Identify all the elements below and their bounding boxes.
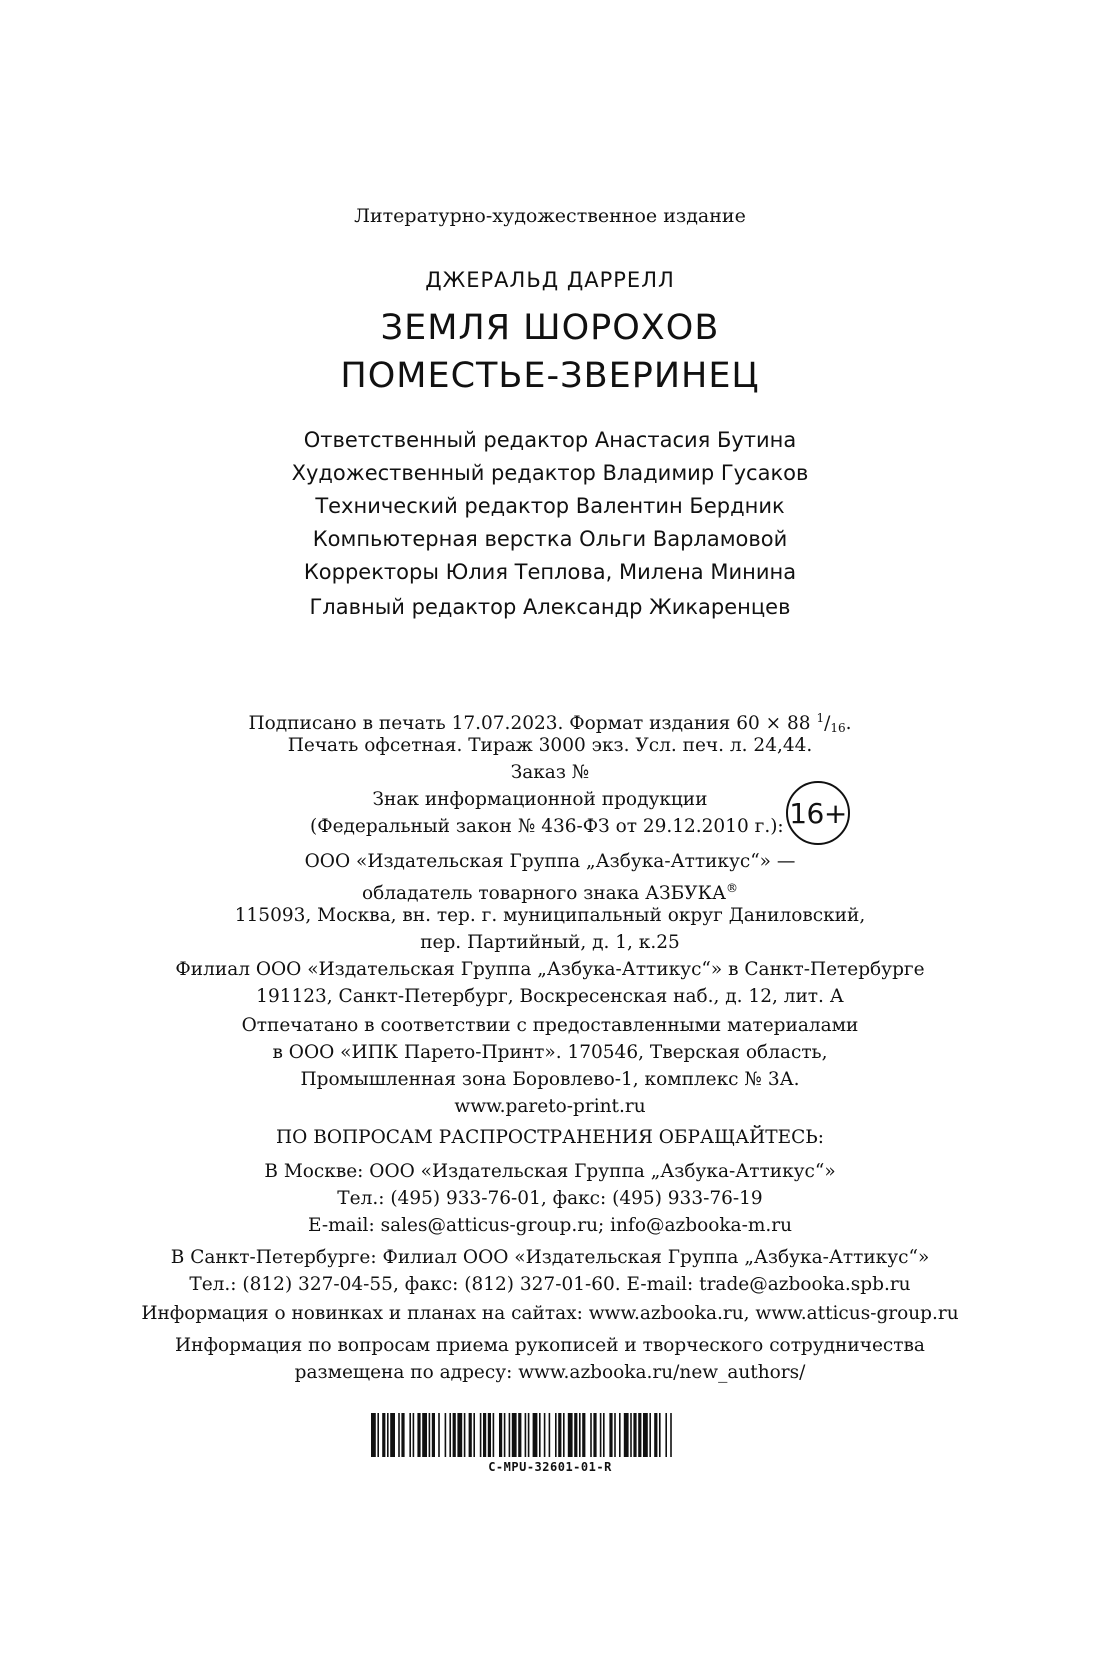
barcode-bar bbox=[614, 1413, 616, 1457]
info-sign-line-2: (Федеральный закон № 436-ФЗ от 29.12.2010 г.): bbox=[310, 816, 784, 837]
barcode-bar bbox=[493, 1413, 495, 1457]
barcode-bar bbox=[518, 1413, 521, 1457]
barcode-bar bbox=[603, 1413, 605, 1457]
barcode-bar bbox=[638, 1413, 641, 1457]
barcode-bar bbox=[579, 1413, 581, 1457]
barcode-bar bbox=[549, 1413, 551, 1457]
barcode-bar bbox=[504, 1413, 506, 1457]
info-sign-line-1: Знак информационной продукции bbox=[372, 789, 708, 810]
book-title-line-2: ПОМЕСТЬЕ-ЗВЕРИНЕЦ bbox=[340, 356, 760, 396]
age-rating-badge: 16+ bbox=[786, 781, 850, 845]
barcode-bar bbox=[499, 1413, 502, 1457]
distribution-heading: ПО ВОПРОСАМ РАСПРОСТРАНЕНИЯ ОБРАЩАЙТЕСЬ: bbox=[276, 1127, 824, 1148]
barcode-bar bbox=[574, 1413, 577, 1457]
barcode-bar bbox=[533, 1413, 538, 1457]
barcode-bar bbox=[525, 1413, 527, 1457]
credit-line: Корректоры Юлия Теплова, Милена Минина bbox=[303, 560, 797, 584]
barcode-bar bbox=[630, 1413, 632, 1457]
barcode-bar bbox=[670, 1413, 672, 1457]
branch-info: Филиал ООО «Издательская Группа „Азбука-Аттикус“» в Санкт-Петербурге 191123, Санкт-Петербург, Воскресенская наб., д. 12, лит. А bbox=[175, 959, 925, 1007]
barcode-bar bbox=[453, 1413, 456, 1457]
credit-line: Главный редактор Александр Жикаренцев bbox=[309, 595, 791, 619]
book-title-line-1: ЗЕМЛЯ ШОРОХОВ bbox=[380, 308, 720, 348]
barcode-bar bbox=[377, 1413, 379, 1457]
barcode-bar bbox=[619, 1413, 621, 1457]
barcode-bar bbox=[555, 1413, 557, 1457]
barcode-bar bbox=[401, 1413, 404, 1457]
barcode-bar bbox=[544, 1413, 546, 1457]
news-info: Информация о новинках и планах на сайтах: www.azbooka.ru, www.atticus-group.ru bbox=[141, 1303, 959, 1324]
barcode-bar bbox=[469, 1413, 472, 1457]
barcode-bar bbox=[445, 1413, 447, 1457]
spb-contacts: В Санкт-Петербурге: Филиал ООО «Издательская Группа „Азбука-Аттикус“» Тел.: (812) 327-04-55, факс: (812) 327-01-60. E-mail: trade@azbooka.spb.ru bbox=[170, 1247, 930, 1295]
barcode-bar bbox=[512, 1413, 517, 1457]
manuscripts-info: Информация по вопросам приема рукописей и творческого сотрудничества размещена по адресу: www.azbooka.ru/new_authors/ bbox=[175, 1335, 925, 1383]
order-number: Заказ № bbox=[510, 762, 590, 783]
barcode-bar bbox=[480, 1413, 482, 1457]
printer-website: www.pareto-print.ru bbox=[454, 1096, 646, 1117]
print-details-line-1: Подписано в печать 17.07.2023. Формат издания 60 × 88 $^1/_{16}$. bbox=[248, 711, 852, 735]
barcode-bar bbox=[563, 1413, 565, 1457]
publisher-info: ООО «Издательская Группа „Азбука-Аттикус“» — обладатель товарного знака АЗБУКА® 115093, Москва, вн. тер. г. муниципальный округ Даниловский, пер. Партийный, д. 1, к.25 bbox=[0, 848, 1100, 956]
barcode-bar bbox=[398, 1413, 400, 1457]
barcode-bar bbox=[422, 1413, 427, 1457]
barcode-bar bbox=[417, 1413, 420, 1457]
barcode-bar bbox=[643, 1413, 648, 1457]
barcode-bar bbox=[413, 1413, 415, 1457]
barcode-bar bbox=[539, 1413, 541, 1457]
barcode-bar bbox=[409, 1413, 411, 1457]
barcode-bar bbox=[649, 1413, 651, 1457]
barcode-bar bbox=[600, 1413, 602, 1457]
barcode-bar bbox=[593, 1413, 596, 1457]
info-product-sign bbox=[310, 786, 784, 840]
barcode-bar bbox=[457, 1413, 462, 1457]
print-details-line-2: Печать офсетная. Тираж 3000 экз. Усл. печ. л. 24,44. bbox=[287, 735, 813, 756]
author-name: ДЖЕРАЛЬД ДАРРЕЛЛ bbox=[425, 268, 675, 292]
barcode-bar bbox=[382, 1413, 385, 1457]
barcode-bar bbox=[438, 1413, 440, 1457]
barcode-bar bbox=[483, 1413, 486, 1457]
barcode-bar bbox=[390, 1413, 395, 1457]
barcode-bar bbox=[464, 1413, 466, 1457]
barcode-code: C-MPU-32601-01-R bbox=[488, 1460, 612, 1474]
barcode-bar bbox=[488, 1413, 491, 1457]
barcode-bar bbox=[609, 1413, 612, 1457]
barcode-bar bbox=[509, 1413, 511, 1457]
barcode-bar bbox=[665, 1413, 667, 1457]
barcode-bar bbox=[429, 1413, 431, 1457]
credit-line: Ответственный редактор Анастасия Бутина bbox=[303, 428, 797, 452]
barcode-bar bbox=[387, 1413, 389, 1457]
barcode-bar bbox=[473, 1413, 475, 1457]
barcode-bar bbox=[558, 1413, 561, 1457]
barcode-bar bbox=[590, 1413, 592, 1457]
barcode-bar bbox=[432, 1413, 435, 1457]
barcode-bar bbox=[568, 1413, 573, 1457]
moscow-contacts: В Москве: ООО «Издательская Группа „Азбука-Аттикус“» Тел.: (495) 933-76-01, факс: (495) 933-76-19 E-mail: sales@atticus-group.ru; info@azbooka-m.ru bbox=[264, 1161, 836, 1236]
barcode-bar bbox=[659, 1413, 661, 1457]
barcode-bar bbox=[371, 1413, 376, 1457]
barcode-bar bbox=[528, 1413, 530, 1457]
trademark-line: обладатель товарного знака АЗБУКА® bbox=[362, 881, 738, 904]
credit-line: Художественный редактор Владимир Гусаков bbox=[291, 461, 809, 485]
printer-info: Отпечатано в соответствии с предоставленными материалами в ООО «ИПК Парето-Принт». 170546, Тверская область, Промышленная зона Боровлево-1, комплекс № 3А. www.pareto-print.ru bbox=[0, 1012, 1100, 1120]
barcode-bar bbox=[624, 1413, 629, 1457]
barcode-bar bbox=[633, 1413, 636, 1457]
print-details bbox=[0, 705, 1100, 759]
credits-list bbox=[0, 424, 1100, 624]
barcode-bar bbox=[654, 1413, 657, 1457]
barcode-bar bbox=[582, 1413, 585, 1457]
edition-type: Литературно-художественное издание bbox=[354, 205, 746, 227]
barcode-icon bbox=[371, 1413, 763, 1457]
credit-line: Компьютерная верстка Ольги Варламовой bbox=[312, 527, 788, 551]
credit-line: Технический редактор Валентин Бердник bbox=[315, 494, 785, 518]
barcode-bar bbox=[449, 1413, 451, 1457]
